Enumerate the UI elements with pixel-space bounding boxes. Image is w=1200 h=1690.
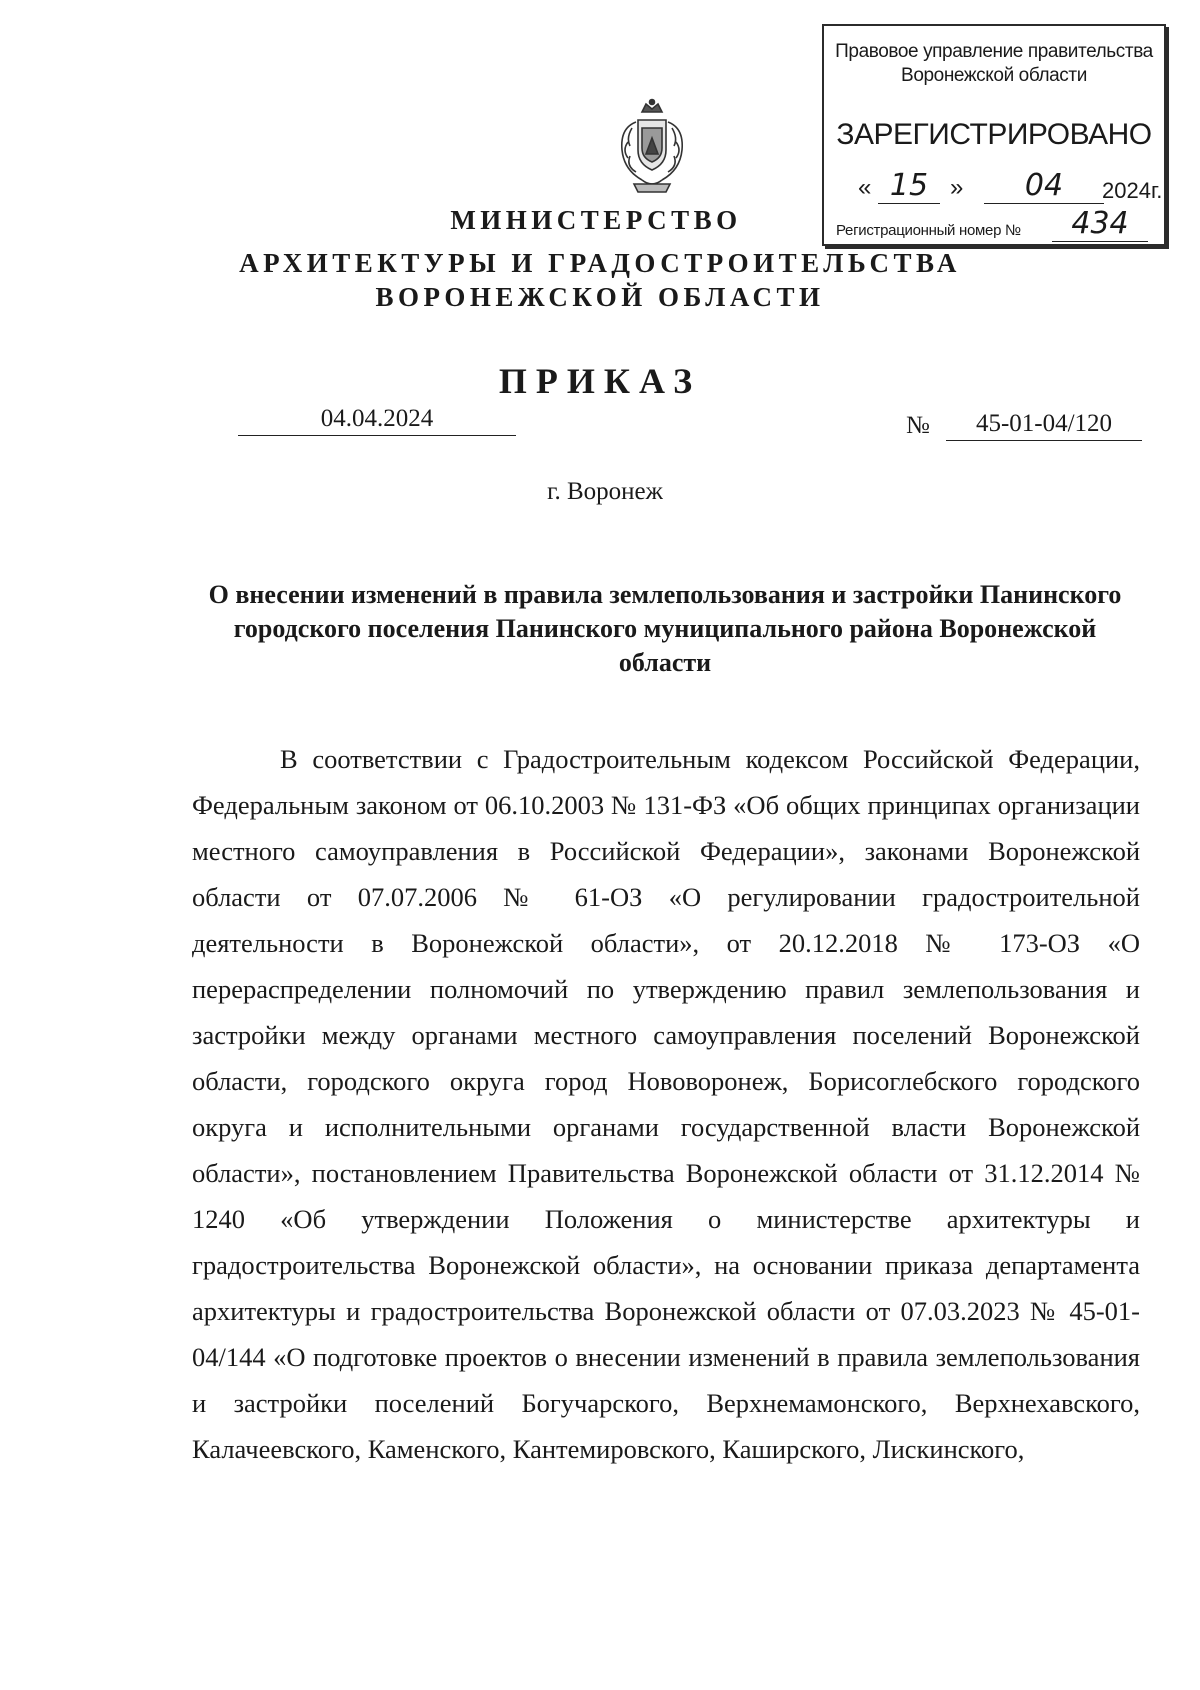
- stamp-organization: Правовое управление правительства Воронежской области: [835, 41, 1153, 86]
- coat-of-arms-icon: [608, 98, 696, 198]
- body-paragraph: В соответствии с Градостроительным кодексом Российской Федерации, Федеральным законом от 06.10.2003 № 131-ФЗ «Об общих принципах организации местного самоуправления в Российской Федерации», законами Воронежской области от 07.07.2006 № 61-ОЗ «О регулировании градостроительной деятельности в Воронежской области», от 20.12.2018 № 173-ОЗ «О перераспределении полномочий по утверждению правил землепользования и застройки между органами местного самоуправления поселений Воронежской области, городского округа город Нововоронеж, Борисоглебского городского округа и исполнительными органами государственной власти Воронежской области», постановлением Правительства Воронежской области от 31.12.2014 № 1240 «Об утверждении Положения о министерстве архитектуры и градостроительства Воронежской области», на основании приказа департамента архитектуры и градостроительства Воронежской области от 07.03.2023 № 45-01-04/144 «О подготовке проектов о внесении изменений в правила землепользования и застройки поселений Богучарского, Верхнемамонского, Верхнехавского, Калачеевского, Каменского, Кантемировского, Каширского, Лискинского,: [192, 744, 1140, 1464]
- document-type-title: ПРИКАЗ: [498, 361, 702, 401]
- order-number: 45-01-04/120: [946, 410, 1142, 441]
- city-name: г. Воронеж: [547, 478, 663, 505]
- stamp-year: 2024г.: [1102, 178, 1163, 203]
- stamp-date: [858, 168, 1163, 208]
- order-date: 04.04.2024: [238, 405, 516, 436]
- ministry-title-line2: АРХИТЕКТУРЫ И ГРАДОСТРОИТЕЛЬСТВА: [239, 248, 961, 278]
- ministry-title-line3: ВОРОНЕЖСКОЙ ОБЛАСТИ: [375, 282, 825, 312]
- ministry-title-line1: МИНИСТЕРСТВО: [450, 205, 742, 235]
- stamp-reg-number-label: Регистрационный номер №: [836, 222, 1021, 239]
- stamp-quote-open: «: [858, 174, 872, 201]
- order-subject: О внесении изменений в правила землепользования и застройки Панинского городского поселения Панинского муниципального района Воронежской области: [208, 580, 1122, 677]
- stamp-month: 04: [984, 168, 1104, 204]
- stamp-quote-close: »: [950, 174, 964, 201]
- stamp-registered-label: ЗАРЕГИСТРИРОВАНО: [836, 118, 1152, 151]
- stamp-reg-number: 434: [1052, 206, 1148, 242]
- order-number-sign: №: [906, 412, 930, 439]
- stamp-day: 15: [878, 168, 940, 204]
